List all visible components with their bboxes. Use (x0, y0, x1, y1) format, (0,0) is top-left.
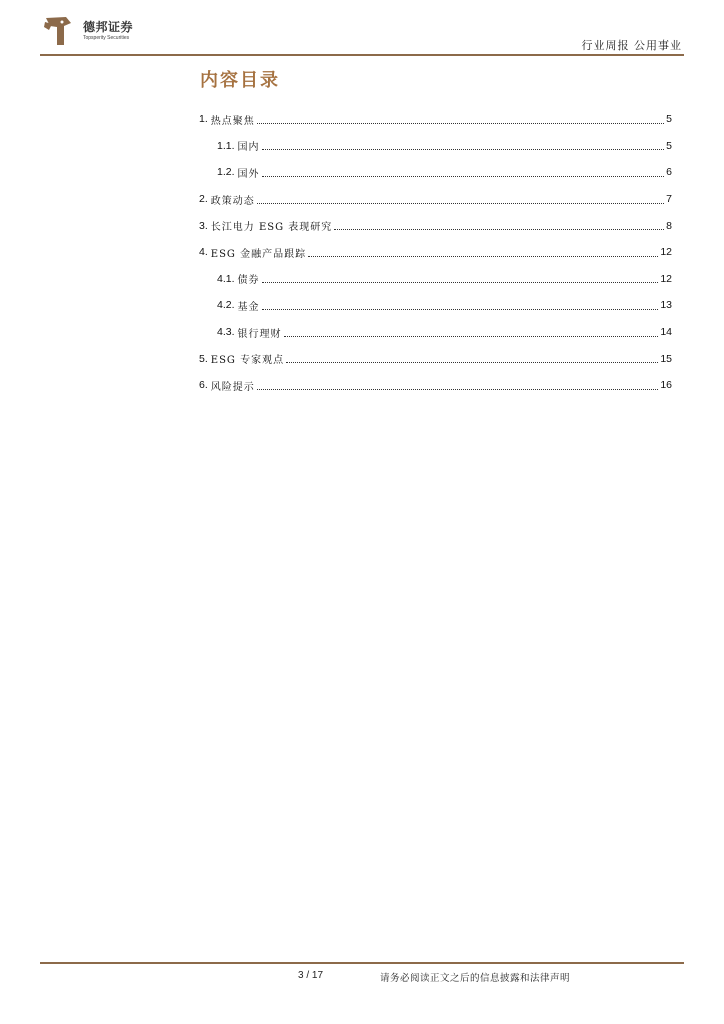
footer-divider (40, 962, 684, 964)
toc-entry[interactable] (199, 159, 672, 186)
company-name-en: Topsperity Securities (83, 35, 130, 41)
toc-entry-label: 债券 (237, 275, 260, 287)
toc-entry[interactable] (199, 292, 672, 319)
toc-leader-dots (257, 389, 659, 390)
company-name-cn: 德邦证券 (83, 20, 134, 34)
toc-entry-page: 12 (660, 246, 672, 259)
toc-entry-number: 1. (199, 113, 208, 126)
toc-entry[interactable] (199, 266, 672, 293)
toc-leader-dots (308, 256, 658, 257)
toc-entry-number: 1.1. (217, 139, 235, 152)
report-type: 行业周报 公用事业 (581, 39, 682, 52)
toc-entry-label: 风险提示 (210, 381, 255, 393)
disclaimer-text: 请务必阅读正文之后的信息披露和法律声明 (380, 973, 571, 984)
header-divider (40, 54, 684, 56)
toc-entry-page: 14 (660, 326, 672, 339)
toc-entry-label: 银行理财 (237, 328, 282, 340)
toc-leader-dots (286, 362, 658, 363)
toc-entry[interactable] (199, 239, 672, 266)
toc-entry-page: 5 (666, 139, 672, 152)
toc-entry-number: 5. (199, 352, 208, 365)
toc-entry-number: 3. (199, 219, 208, 232)
toc-entry-page: 8 (666, 219, 672, 232)
toc-entry[interactable] (199, 319, 672, 346)
toc-entry[interactable] (199, 186, 672, 213)
page-indicator: 3 / 17 (298, 970, 324, 981)
toc-entry-page: 16 (660, 379, 672, 392)
toc-entry-label: 长江电力 ESG 表现研究 (210, 222, 333, 234)
toc-leader-dots (257, 123, 664, 124)
toc-entry-label: 基金 (237, 301, 260, 313)
toc-entry-label: ESG 专家观点 (210, 355, 285, 367)
toc-leader-dots (262, 149, 665, 150)
toc-entry-page: 6 (666, 166, 672, 179)
toc-entry[interactable] (199, 345, 672, 372)
company-logo (40, 14, 160, 50)
toc-entry-label: 热点聚焦 (210, 115, 255, 127)
toc-entry[interactable] (199, 106, 672, 133)
toc-entry-number: 6. (199, 379, 208, 392)
toc-entry-label: 国外 (237, 168, 260, 180)
toc-entry-label: ESG 金融产品跟踪 (210, 248, 307, 260)
toc-entry-number: 4.1. (217, 272, 235, 285)
toc-entry-number: 2. (199, 193, 208, 206)
toc-entry[interactable] (199, 133, 672, 160)
toc-entry[interactable] (199, 212, 672, 239)
toc-entry-label: 政策动态 (210, 195, 255, 207)
toc-leader-dots (257, 203, 664, 204)
toc-entry-page: 13 (660, 299, 672, 312)
toc-entry-number: 4.3. (217, 326, 235, 339)
toc-leader-dots (334, 229, 664, 230)
table-of-contents (199, 106, 672, 399)
toc-entry-page: 5 (666, 113, 672, 126)
toc-entry-page: 15 (660, 352, 672, 365)
toc-leader-dots (284, 336, 659, 337)
toc-entry-page: 12 (660, 272, 672, 285)
toc-leader-dots (262, 176, 665, 177)
toc-entry-number: 4.2. (217, 299, 235, 312)
toc-entry-number: 4. (199, 246, 208, 259)
toc-title: 内容目录 (200, 70, 280, 91)
toc-entry-label: 国内 (237, 142, 260, 154)
logo-mark-icon (40, 14, 76, 48)
toc-entry-number: 1.2. (217, 166, 235, 179)
toc-entry-page: 7 (666, 193, 672, 206)
toc-leader-dots (262, 282, 659, 283)
toc-leader-dots (262, 309, 659, 310)
toc-entry[interactable] (199, 372, 672, 399)
